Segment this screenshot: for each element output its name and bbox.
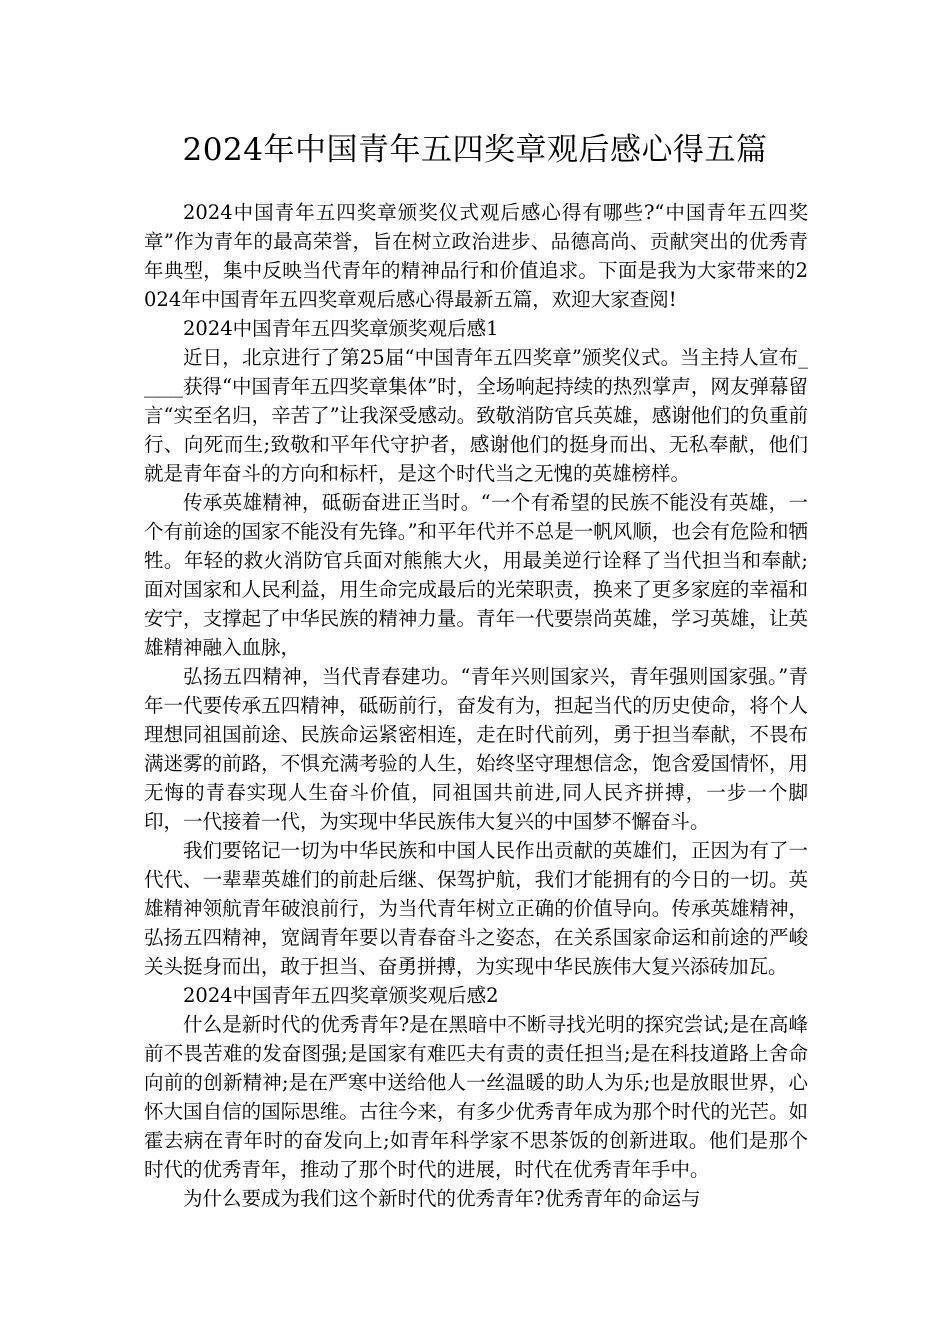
section-1-paragraph-3: 弘扬五四精神，当代青春建功。“青年兴则国家兴，青年强则国家强。”青年一代要传承五四精神，砥砺前行，奋发有为，担起当代的历史使命，将个人理想同祖国前途、民族命运紧密相连，走在时代前列，勇于担当奉献，不畏布满迷雾的前路，不惧充满考验的人生，始终坚守理想信念，饱含爱国情怀，用无悔的青春实现人生奋斗价值，同祖国共前进,同人民齐拼搏，一步一个脚印，一代接着一代，为实现中华民族伟大复兴的中国梦不懈奋斗。: [144, 665, 808, 833]
section-1-paragraph-2: 传承英雄精神，砥砺奋进正当时。“一个有希望的民族不能没有英雄，一个有前途的国家不能没有先锋。”和平年代并不总是一帆风顺，也会有危险和牺牲。年轻的救火消防官兵面对熊熊大火，用最美逆行诠释了当代担当和奉献;面对国家和人民利益，用生命完成最后的光荣职责，换来了更多家庭的幸福和安宁，支撑起了中华民族的精神力量。青年一代要崇尚英雄，学习英雄，让英雄精神融入血脉，: [144, 491, 808, 659]
section-2-paragraph-1: 什么是新时代的优秀青年?是在黑暗中不断寻找光明的探究尝试;是在高峰前不畏苦难的发奋图强;是国家有难匹夫有责的责任担当;是在科技道路上舍命向前的创新精神;是在严寒中送给他人一丝温暖的助人为乐;也是放眼世界，心怀大国自信的国际思维。古往今来，有多少优秀青年成为那个时代的光芒。如霍去病在青年时的奋发向上;如青年科学家不思茶饭的创新进取。他们是那个时代的优秀青年，推动了那个时代的进展，时代在优秀青年手中。: [144, 1013, 808, 1181]
section-2-paragraph-2: 为什么要成为我们这个新时代的优秀青年?优秀青年的命运与: [183, 1187, 701, 1210]
document-title: 2024年中国青年五四奖章观后感心得五篇: [182, 132, 768, 168]
section-1-paragraph-4: 我们要铭记一切为中华民族和中国人民作出贡献的英雄们，正因为有了一代代、一辈辈英雄们的前赴后继、保驾护航，我们才能拥有的今日的一切。英雄精神领航青年破浪前行，为当代青年树立正确的价值导向。传承英雄精神，弘扬五四精神，宽阔青年要以青春奋斗之姿态，在关系国家命运和前途的严峻关头挺身而出，敢于担当、奋勇拼搏，为实现中华民族伟大复兴添砖加瓦。: [144, 839, 808, 978]
section-heading-1: 2024中国青年五四奖章颁奖观后感1: [183, 317, 499, 340]
document-body: [144, 198, 808, 1213]
section-1-paragraph-1: 近日，北京进行了第25届“中国青年五四奖章”颁奖仪式。当主持人宣布_____获得“中国青年五四奖章集体”时，全场响起持续的热烈掌声，网友弹幕留言“实至名归，辛苦了”让我深受感动。致敬消防官兵英雄，感谢他们的负重前行、向死而生;致敬和平年代守护者，感谢他们的挺身而出、无私奉献，他们就是青年奋斗的方向和标杆，是这个时代当之无愧的英雄榜样。: [144, 346, 808, 485]
intro-paragraph: 2024中国青年五四奖章颁奖仪式观后感心得有哪些?“中国青年五四奖章”作为青年的最高荣誉，旨在树立政治进步、品德高尚、贡献突出的优秀青年典型，集中反映当代青年的精神品行和价值追求。下面是我为大家带来的2024年中国青年五四奖章观后感心得最新五篇，欢迎大家查阅!: [144, 201, 808, 311]
section-heading-2: 2024中国青年五四奖章颁奖观后感2: [183, 984, 499, 1007]
